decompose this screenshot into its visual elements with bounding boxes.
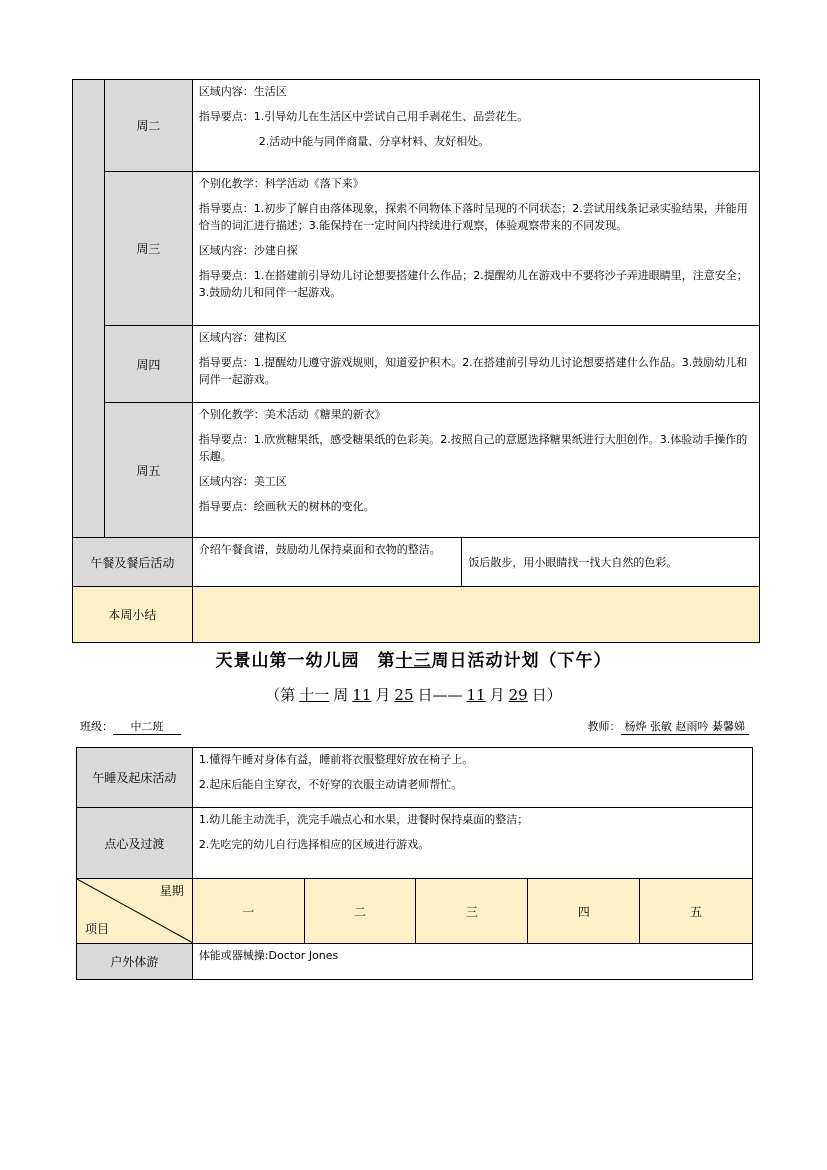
content-line: 1.幼儿能主动洗手，洗完手端点心和水果，进餐时保持桌面的整洁；: [198, 813, 529, 826]
snack-label: 点心及过渡: [77, 808, 193, 879]
content-line: 区域内容：建构区: [198, 331, 287, 344]
page-title: [0, 646, 827, 671]
weekday-fri: 五: [640, 879, 753, 944]
lunch-label: 午餐及餐后活动: [73, 538, 193, 587]
month-word: 月: [375, 686, 391, 704]
end-day: 29: [508, 686, 528, 704]
start-day: 25: [394, 686, 414, 704]
day-content-wed: [192, 172, 759, 326]
upper-plan-table: [72, 79, 760, 643]
day-label-thu: 周四: [104, 326, 192, 403]
content-line: 指导要点：1.引导幼儿在生活区中尝试自己用手剥花生、品尝花生。: [198, 110, 529, 123]
summary-content: [192, 587, 759, 643]
weekday-header: 星期: [159, 884, 184, 898]
day-label-wed: 周三: [104, 172, 192, 326]
lunch-left-content: 介绍午餐食谱，鼓励幼儿保持桌面和衣物的整洁。: [192, 538, 462, 587]
day-content-thu: [192, 326, 759, 403]
day-content-fri: [192, 403, 759, 538]
snack-content: [192, 808, 752, 879]
teacher-value: 杨烨 张敏 赵雨吟 綦馨娣: [621, 718, 750, 735]
diagonal-header-cell: [77, 879, 193, 944]
content-line: 2.活动中能与同伴商量、分享材料、友好相处。: [258, 135, 490, 148]
title-suffix: 周日活动计划（下午）: [431, 651, 612, 671]
outdoor-label: 户外体游: [77, 944, 193, 980]
class-info: [80, 718, 181, 735]
class-value: 中二班: [113, 718, 181, 735]
week-word: 周: [333, 686, 349, 704]
content-line: 指导要点：绘画秋天的树林的变化。: [198, 500, 375, 513]
content-line: 区域内容：生活区: [198, 85, 287, 98]
date-close: 日）: [531, 686, 562, 704]
date-range: [0, 684, 827, 705]
outdoor-content: 体能或器械操:Doctor Jones: [192, 944, 752, 980]
lunch-right-content: 饭后散步，用小眼睛找一找大自然的色彩。: [462, 538, 760, 587]
content-line: 区域内容：沙建自探: [198, 244, 298, 257]
start-month: 11: [352, 686, 372, 704]
day-label-tue: 周二: [104, 80, 192, 172]
weekday-mon: 一: [192, 879, 304, 944]
day-content-tue: [192, 80, 759, 172]
summary-label: 本周小结: [73, 587, 193, 643]
content-line: 2.先吃完的幼儿自行选择相应的区域进行游戏。: [198, 838, 430, 851]
nap-label: 午睡及起床活动: [77, 748, 193, 808]
title-prefix: 天景山第一幼儿园 第: [215, 651, 396, 671]
weekday-tue: 二: [304, 879, 416, 944]
weekday-thu: 四: [528, 879, 640, 944]
month-word: 月: [489, 686, 505, 704]
content-line: 指导要点：1.提醒幼儿遵守游戏规则，知道爱护积木。2.在搭建前引导幼儿讨论想要搭建什么作品。3.鼓励幼儿和同伴一起游戏。: [198, 356, 748, 386]
content-line: 1.懂得午睡对身体有益，睡前将衣服整理好放在椅子上。: [198, 753, 474, 766]
item-header: 项目: [85, 922, 110, 936]
nap-content: [192, 748, 752, 808]
content-line: 指导要点：1.初步了解自由落体现象，探索不同物体下落时呈现的不同状态；2.尝试用线条记录实验结果，并能用恰当的词汇进行描述；3.能保持在一定时间内持续进行观察，体验观察带来的不同发现。: [198, 202, 748, 232]
content-line: 个别化教学：科学活动《落下来》: [198, 177, 364, 190]
weekday-wed: 三: [416, 879, 528, 944]
title-week: 十三: [395, 651, 432, 671]
date-open: （第: [265, 686, 296, 704]
content-line: 个别化教学：美术活动《糖果的新衣》: [198, 408, 386, 421]
class-label: 班级：: [80, 720, 113, 733]
lower-plan-table: [76, 747, 753, 980]
teacher-info: [588, 718, 750, 735]
content-line: 2.起床后能自主穿衣，不好穿的衣服主动请老师帮忙。: [198, 778, 463, 791]
day-separator: 日——: [417, 686, 463, 704]
content-line: 指导要点：1.欣赏糖果纸，感受糖果纸的色彩美。2.按照自己的意愿选择糖果纸进行大胆创作。3.体验动手操作的乐趣。: [198, 433, 748, 463]
teacher-label: 教师：: [587, 720, 621, 733]
end-month: 11: [466, 686, 486, 704]
left-gray-column: [73, 80, 105, 538]
content-line: 区域内容：美工区: [198, 475, 287, 488]
content-line: 指导要点：1.在搭建前引导幼儿讨论想要搭建什么作品；2.提醒幼儿在游戏中不要将沙子弄进眼睛里，注意安全；3.鼓励幼儿和同伴一起游戏。: [198, 269, 748, 299]
week-number: 十一: [299, 686, 330, 704]
day-label-fri: 周五: [104, 403, 192, 538]
